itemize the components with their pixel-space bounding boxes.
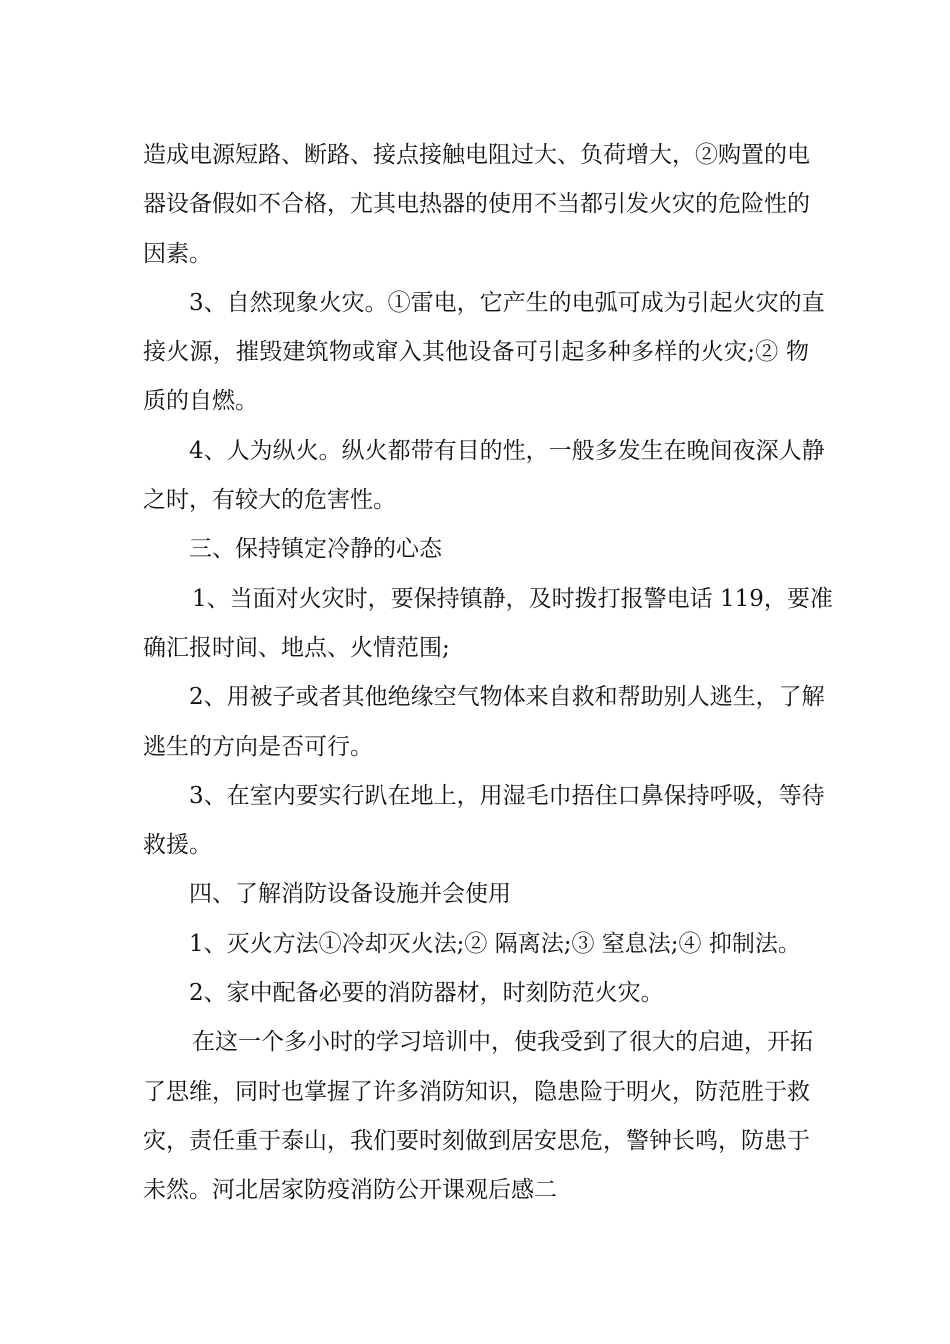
text-line: 造成电源短路、断路、接点接触电阻过大、负荷增大，②购置的电 bbox=[143, 142, 810, 168]
paragraph-line: 1、当面对火灾时，要保持镇静，及时拨打报警电话 119，要准 bbox=[192, 585, 833, 612]
paragraph-line: 1、灭火方法①冷却灭火法;② 隔离法;③ 窒息法;④ 抑制法。 bbox=[189, 930, 801, 957]
paragraph-line: 2、家中配备必要的消防器材，时刻防范火灾。 bbox=[189, 980, 664, 1007]
section-heading: 四、了解消防设备设施并会使用 bbox=[189, 881, 511, 908]
section-heading: 三、保持镇定冷静的心态 bbox=[189, 536, 442, 563]
document-body bbox=[143, 131, 833, 1216]
paragraph-line: 3、在室内要实行趴在地上，用湿毛巾捂住口鼻保持呼吸，等待 bbox=[189, 782, 825, 809]
text-line: 逃生的方向是否可行。 bbox=[143, 733, 373, 760]
text-line: 之时，有较大的危害性。 bbox=[143, 487, 396, 514]
text-line: 因素。 bbox=[143, 240, 212, 267]
text-line: 器设备假如不合格，尤其电热器的使用不当都引发火灾的危险性的 bbox=[143, 191, 810, 218]
text-line: 灾，责任重于泰山，我们要时刻做到居安思危，警钟长鸣，防患于 bbox=[143, 1127, 810, 1154]
text-line: 确汇报时间、地点、火情范围; bbox=[143, 634, 450, 661]
text-line: 质的自燃。 bbox=[143, 388, 258, 415]
text-line: 接火源，摧毁建筑物或窜入其他设备可引起多种多样的火灾;② 物 bbox=[143, 339, 809, 366]
text-line: 了思维，同时也掌握了许多消防知识，隐患险于明火，防范胜于救 bbox=[143, 1078, 810, 1105]
text-line: 救援。 bbox=[143, 832, 212, 859]
paragraph-line: 在这一个多小时的学习培训中，使我受到了很大的启迪，开拓 bbox=[192, 1029, 813, 1056]
paragraph-line: 4、人为纵火。纵火都带有目的性，一般多发生在晚间夜深人静 bbox=[189, 437, 825, 464]
paragraph-line: 3、自然现象火灾。①雷电，它产生的电弧可成为引起火灾的直 bbox=[189, 289, 825, 316]
paragraph-line: 2、用被子或者其他绝缘空气物体来自救和帮助别人逃生，了解 bbox=[189, 684, 825, 711]
text-line: 未然。河北居家防疫消防公开课观后感二 bbox=[143, 1177, 557, 1204]
